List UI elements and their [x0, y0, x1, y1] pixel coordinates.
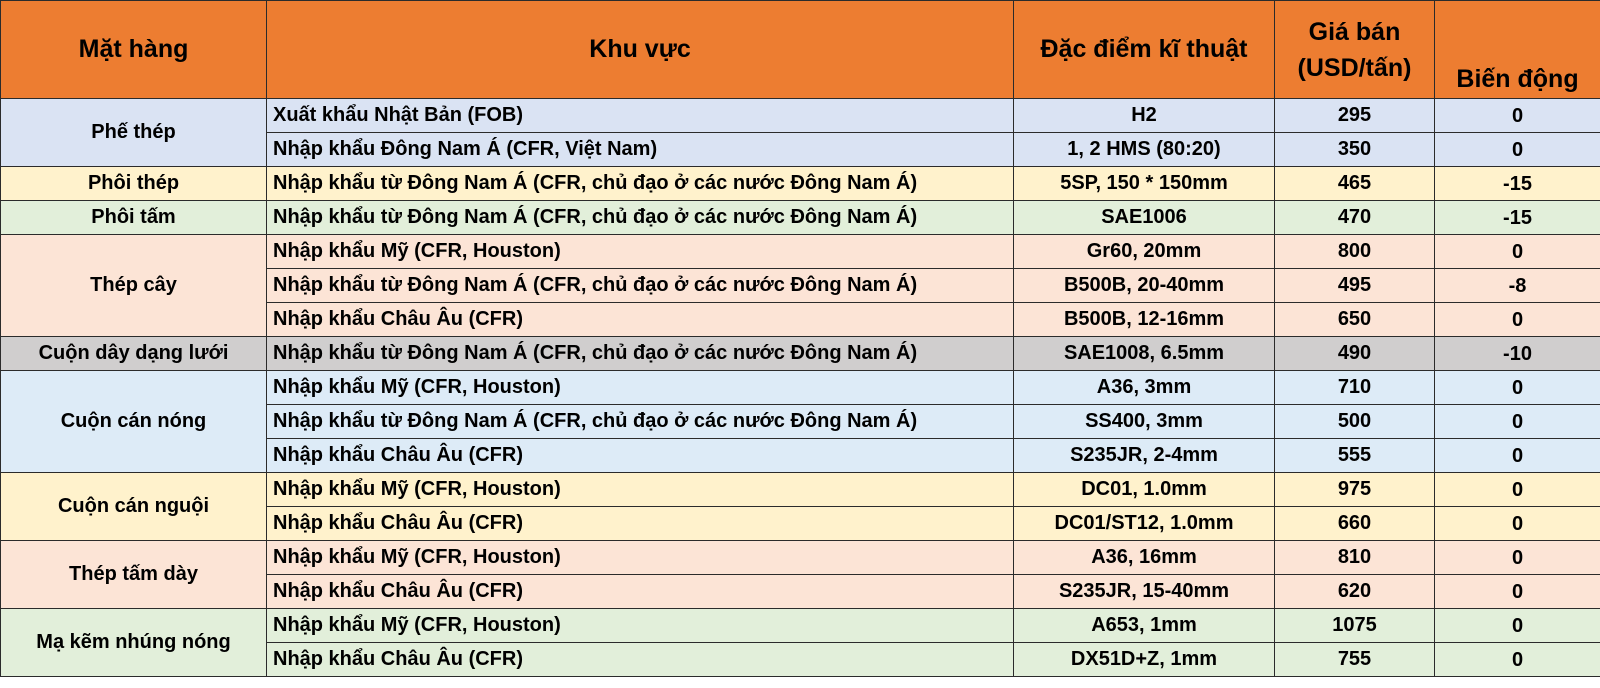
region-cell: Nhập khẩu từ Đông Nam Á (CFR, chủ đạo ở các nước Đông Nam Á)	[267, 405, 1014, 439]
region-cell: Nhập khẩu Châu Âu (CFR)	[267, 303, 1014, 337]
category-cell: Cuộn cán nóng	[1, 371, 267, 473]
change-cell: 0	[1435, 507, 1600, 541]
table-row	[1, 167, 1600, 201]
spec-cell: DX51D+Z, 1mm	[1014, 643, 1275, 677]
spec-cell: B500B, 12-16mm	[1014, 303, 1275, 337]
spec-cell: S235JR, 2-4mm	[1014, 439, 1275, 473]
region-cell: Nhập khẩu Châu Âu (CFR)	[267, 507, 1014, 541]
header-price-line2: (USD/tấn)	[1297, 53, 1412, 82]
spec-cell: H2	[1014, 99, 1275, 133]
price-cell: 620	[1275, 575, 1435, 609]
table-row	[1, 201, 1600, 235]
region-cell: Nhập khẩu từ Đông Nam Á (CFR, chủ đạo ở các nước Đông Nam Á)	[267, 201, 1014, 235]
price-cell: 465	[1275, 167, 1435, 201]
category-cell: Thép cây	[1, 235, 267, 337]
header-item: Mặt hàng	[1, 1, 267, 99]
region-cell: Nhập khẩu Mỹ (CFR, Houston)	[267, 473, 1014, 507]
change-cell: 0	[1435, 609, 1600, 643]
price-cell: 755	[1275, 643, 1435, 677]
header-price-line1: Giá bán	[1308, 17, 1401, 46]
price-cell: 350	[1275, 133, 1435, 167]
change-cell: 0	[1435, 541, 1600, 575]
header-price	[1275, 1, 1435, 99]
price-cell: 660	[1275, 507, 1435, 541]
table-header	[1, 1, 1600, 99]
category-cell: Phôi tấm	[1, 201, 267, 235]
price-cell: 495	[1275, 269, 1435, 303]
header-spec: Đặc điểm kĩ thuật	[1014, 1, 1275, 99]
spec-cell: DC01, 1.0mm	[1014, 473, 1275, 507]
price-cell: 650	[1275, 303, 1435, 337]
header-region: Khu vực	[267, 1, 1014, 99]
price-cell: 555	[1275, 439, 1435, 473]
spec-cell: A653, 1mm	[1014, 609, 1275, 643]
region-cell: Nhập khẩu Mỹ (CFR, Houston)	[267, 609, 1014, 643]
change-cell: 0	[1435, 371, 1600, 405]
spec-cell: SS400, 3mm	[1014, 405, 1275, 439]
spec-cell: SAE1008, 6.5mm	[1014, 337, 1275, 371]
region-cell: Nhập khẩu Châu Âu (CFR)	[267, 575, 1014, 609]
table-row	[1, 609, 1600, 643]
region-cell: Nhập khẩu Mỹ (CFR, Houston)	[267, 541, 1014, 575]
spec-cell: Gr60, 20mm	[1014, 235, 1275, 269]
table-body	[1, 99, 1600, 677]
change-cell: 0	[1435, 99, 1600, 133]
region-cell: Nhập khẩu từ Đông Nam Á (CFR, chủ đạo ở các nước Đông Nam Á)	[267, 167, 1014, 201]
price-cell: 975	[1275, 473, 1435, 507]
category-cell: Phôi thép	[1, 167, 267, 201]
spec-cell: A36, 3mm	[1014, 371, 1275, 405]
price-cell: 295	[1275, 99, 1435, 133]
table-row	[1, 99, 1600, 133]
region-cell: Nhập khẩu Mỹ (CFR, Houston)	[267, 371, 1014, 405]
region-cell: Xuất khẩu Nhật Bản (FOB)	[267, 99, 1014, 133]
change-cell: 0	[1435, 303, 1600, 337]
price-cell: 710	[1275, 371, 1435, 405]
change-cell: 0	[1435, 235, 1600, 269]
change-cell: 0	[1435, 575, 1600, 609]
category-cell: Cuộn cán nguội	[1, 473, 267, 541]
price-cell: 800	[1275, 235, 1435, 269]
price-cell: 500	[1275, 405, 1435, 439]
region-cell: Nhập khẩu từ Đông Nam Á (CFR, chủ đạo ở các nước Đông Nam Á)	[267, 269, 1014, 303]
change-cell: 0	[1435, 439, 1600, 473]
change-cell: 0	[1435, 643, 1600, 677]
change-cell: -15	[1435, 201, 1600, 235]
header-row	[1, 1, 1600, 99]
table-row	[1, 235, 1600, 269]
region-cell: Nhập khẩu từ Đông Nam Á (CFR, chủ đạo ở các nước Đông Nam Á)	[267, 337, 1014, 371]
price-cell: 1075	[1275, 609, 1435, 643]
table-row	[1, 337, 1600, 371]
change-cell: -10	[1435, 337, 1600, 371]
table-row	[1, 541, 1600, 575]
table-row	[1, 473, 1600, 507]
spec-cell: DC01/ST12, 1.0mm	[1014, 507, 1275, 541]
change-cell: -15	[1435, 167, 1600, 201]
category-cell: Thép tấm dày	[1, 541, 267, 609]
price-cell: 470	[1275, 201, 1435, 235]
region-cell: Nhập khẩu Đông Nam Á (CFR, Việt Nam)	[267, 133, 1014, 167]
category-cell: Mạ kẽm nhúng nóng	[1, 609, 267, 677]
spec-cell: B500B, 20-40mm	[1014, 269, 1275, 303]
price-cell: 810	[1275, 541, 1435, 575]
region-cell: Nhập khẩu Châu Âu (CFR)	[267, 643, 1014, 677]
change-cell: 0	[1435, 405, 1600, 439]
change-cell: 0	[1435, 473, 1600, 507]
region-cell: Nhập khẩu Châu Âu (CFR)	[267, 439, 1014, 473]
table-row	[1, 371, 1600, 405]
spec-cell: SAE1006	[1014, 201, 1275, 235]
category-cell: Cuộn dây dạng lưới	[1, 337, 267, 371]
spec-cell: 1, 2 HMS (80:20)	[1014, 133, 1275, 167]
price-cell: 490	[1275, 337, 1435, 371]
category-cell: Phế thép	[1, 99, 267, 167]
region-cell: Nhập khẩu Mỹ (CFR, Houston)	[267, 235, 1014, 269]
spec-cell: 5SP, 150 * 150mm	[1014, 167, 1275, 201]
spec-cell: S235JR, 15-40mm	[1014, 575, 1275, 609]
change-cell: 0	[1435, 133, 1600, 167]
header-change: Biến động	[1435, 1, 1600, 99]
change-cell: -8	[1435, 269, 1600, 303]
spec-cell: A36, 16mm	[1014, 541, 1275, 575]
